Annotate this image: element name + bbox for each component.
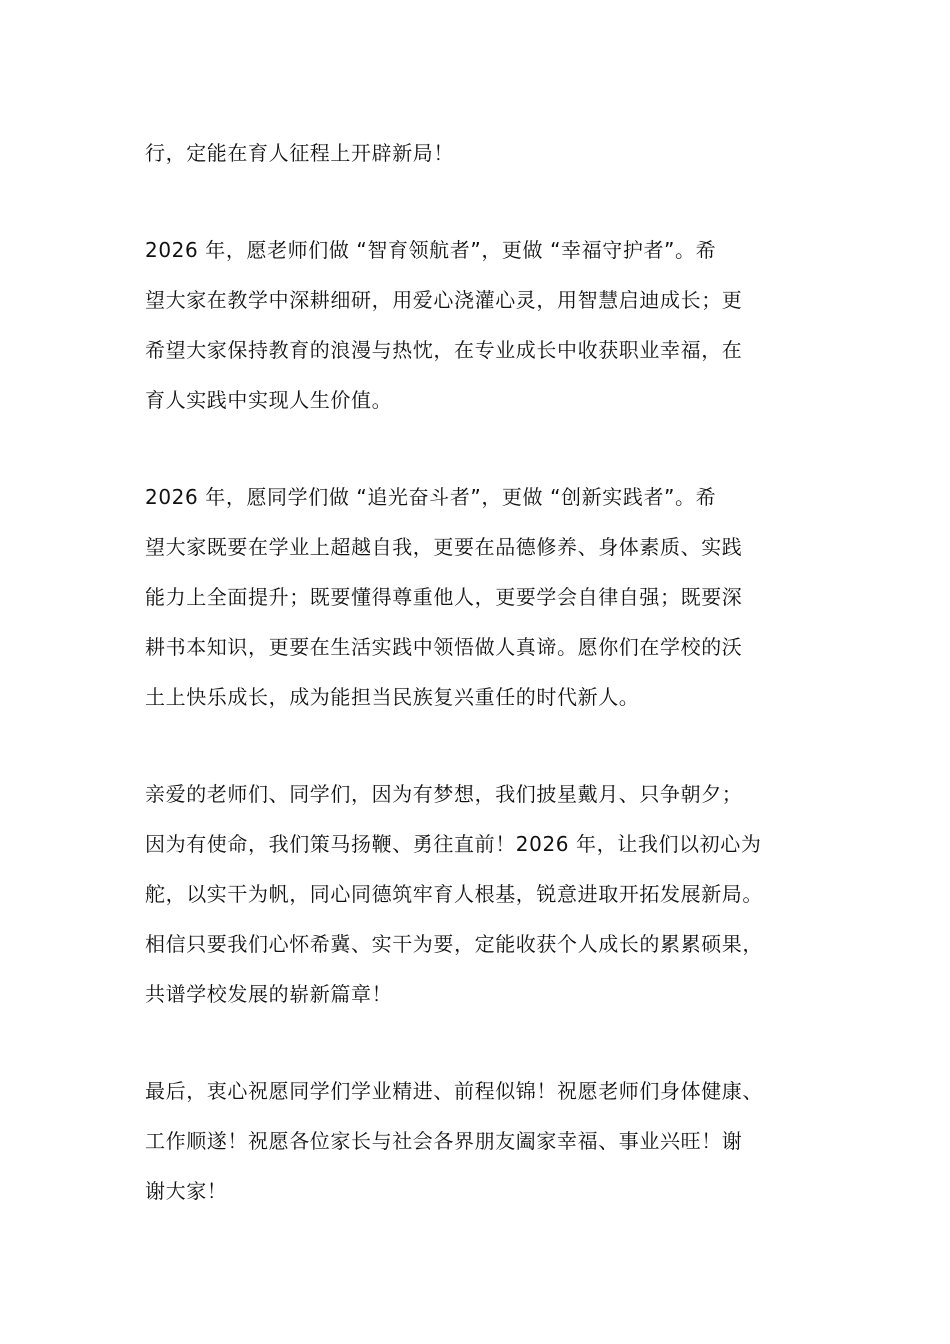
paragraph-line: 耕书本知识，更要在生活实践中领悟做人真谛。愿你们在学校的沃 bbox=[145, 635, 743, 659]
paragraph-line: 土上快乐成长，成为能担当民族复兴重任的时代新人。 bbox=[145, 685, 640, 709]
paragraph-line: 工作顺遂！祝愿各位家长与社会各界朋友阖家幸福、事业兴旺！谢 bbox=[145, 1129, 743, 1153]
paragraph-line: 育人实践中实现人生价值。 bbox=[145, 388, 393, 412]
paragraph-line: 最后，衷心祝愿同学们学业精进、前程似锦！祝愿老师们身体健康、 bbox=[145, 1079, 763, 1103]
paragraph-line: 望大家在教学中深耕细研，用爱心浇灌心灵，用智慧启迪成长；更 bbox=[145, 288, 743, 312]
paragraph-line: 行，定能在育人征程上开辟新局！ bbox=[145, 141, 454, 165]
paragraph-line: 谢大家！ bbox=[145, 1179, 228, 1203]
paragraph-line: 共谱学校发展的崭新篇章！ bbox=[145, 982, 393, 1006]
paragraph-line: 希望大家保持教育的浪漫与热忱，在专业成长中收获职业幸福，在 bbox=[145, 338, 743, 362]
paragraph-line: 能力上全面提升；既要懂得尊重他人，更要学会自律自强；既要深 bbox=[145, 585, 743, 609]
paragraph-line: 亲爱的老师们、同学们，因为有梦想，我们披星戴月、只争朝夕； bbox=[145, 782, 743, 806]
paragraph-line: 2026 年，愿同学们做 “追光奋斗者”，更做 “创新实践者”。希 bbox=[145, 485, 717, 509]
paragraph-line: 相信只要我们心怀希冀、实干为要，定能收获个人成长的累累硕果， bbox=[145, 932, 763, 956]
paragraph-line: 因为有使命，我们策马扬鞭、勇往直前！2026 年，让我们以初心为 bbox=[145, 832, 762, 856]
paragraph-line: 舵，以实干为帆，同心同德筑牢育人根基，锐意进取开拓发展新局。 bbox=[145, 882, 763, 906]
paragraph-line: 望大家既要在学业上超越自我，更要在品德修养、身体素质、实践 bbox=[145, 535, 743, 559]
paragraph-line: 2026 年，愿老师们做 “智育领航者”，更做 “幸福守护者”。希 bbox=[145, 238, 717, 262]
